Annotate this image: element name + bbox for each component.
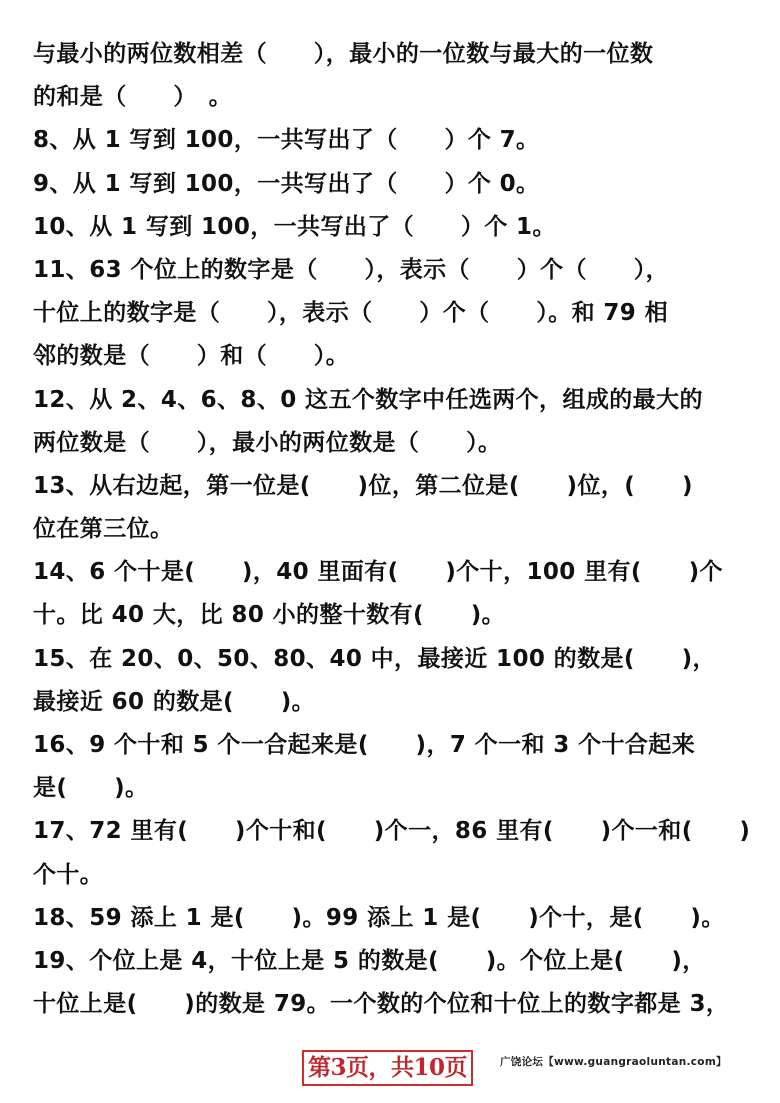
text-line: 最接近 60 的数是( )。 [33,688,316,715]
question-18: 18、59 添上 1 是( )。99 添上 1 是( )个十，是( )。 [33,904,725,931]
question-17: 17、72 里有( )个十和( )个一，86 里有( )个一和( ) [33,818,751,845]
text-line: 是( )。 [33,775,149,802]
question-12: 12、从 2、4、6、8、0 这五个数字中任选两个，组成的最大的 [33,386,703,413]
text-line: 与最小的两位数相差（ ），最小的一位数与最大的一位数 [33,41,654,67]
text-line: 两位数是（ ），最小的两位数是（ ）。 [33,429,502,456]
question-16: 16、9 个十和 5 个一合起来是( )，7 个一和 3 个十合起来 [33,732,696,758]
text-line: 十。比 40 大，比 80 小的整十数有( )。 [33,602,506,629]
text-line: 邻的数是（ ）和（ ）。 [33,343,350,370]
text-line: 十位上的数字是（ ），表示（ ）个（ ）。和 79 相 [33,300,669,327]
text-line: 位在第三位。 [33,516,174,543]
question-8: 8、从 1 写到 100，一共写出了（ ）个 7。 [33,127,540,154]
text-line: 的和是（ ） 。 [33,84,233,111]
text-line: 个十。 [33,861,104,888]
question-14: 14、6 个十是( )，40 里面有( )个十，100 里有( )个 [33,559,723,586]
document-body [33,33,753,1026]
site-watermark: 广饶论坛【www.guangraoluntan.com】 [500,1056,727,1068]
question-11: 11、63 个位上的数字是（ ），表示（ ）个（ ）， [33,256,670,283]
page-footer [0,1048,780,1088]
text-line: 十位上是( )的数是 79。一个数的个位和十位上的数字都是 3， [33,991,730,1018]
question-13: 13、从右边起，第一位是( )位，第二位是( )位，( ) [33,472,693,499]
page-indicator: 第3页，共10页 [302,1050,473,1086]
question-10: 10、从 1 写到 100，一共写出了（ ）个 1。 [33,213,556,240]
question-19: 19、个位上是 4，十位上是 5 的数是( )。个位上是( )， [33,947,706,974]
question-9: 9、从 1 写到 100，一共写出了（ ）个 0。 [33,170,540,197]
question-15: 15、在 20、0、50、80、40 中，最接近 100 的数是( )， [33,645,716,672]
